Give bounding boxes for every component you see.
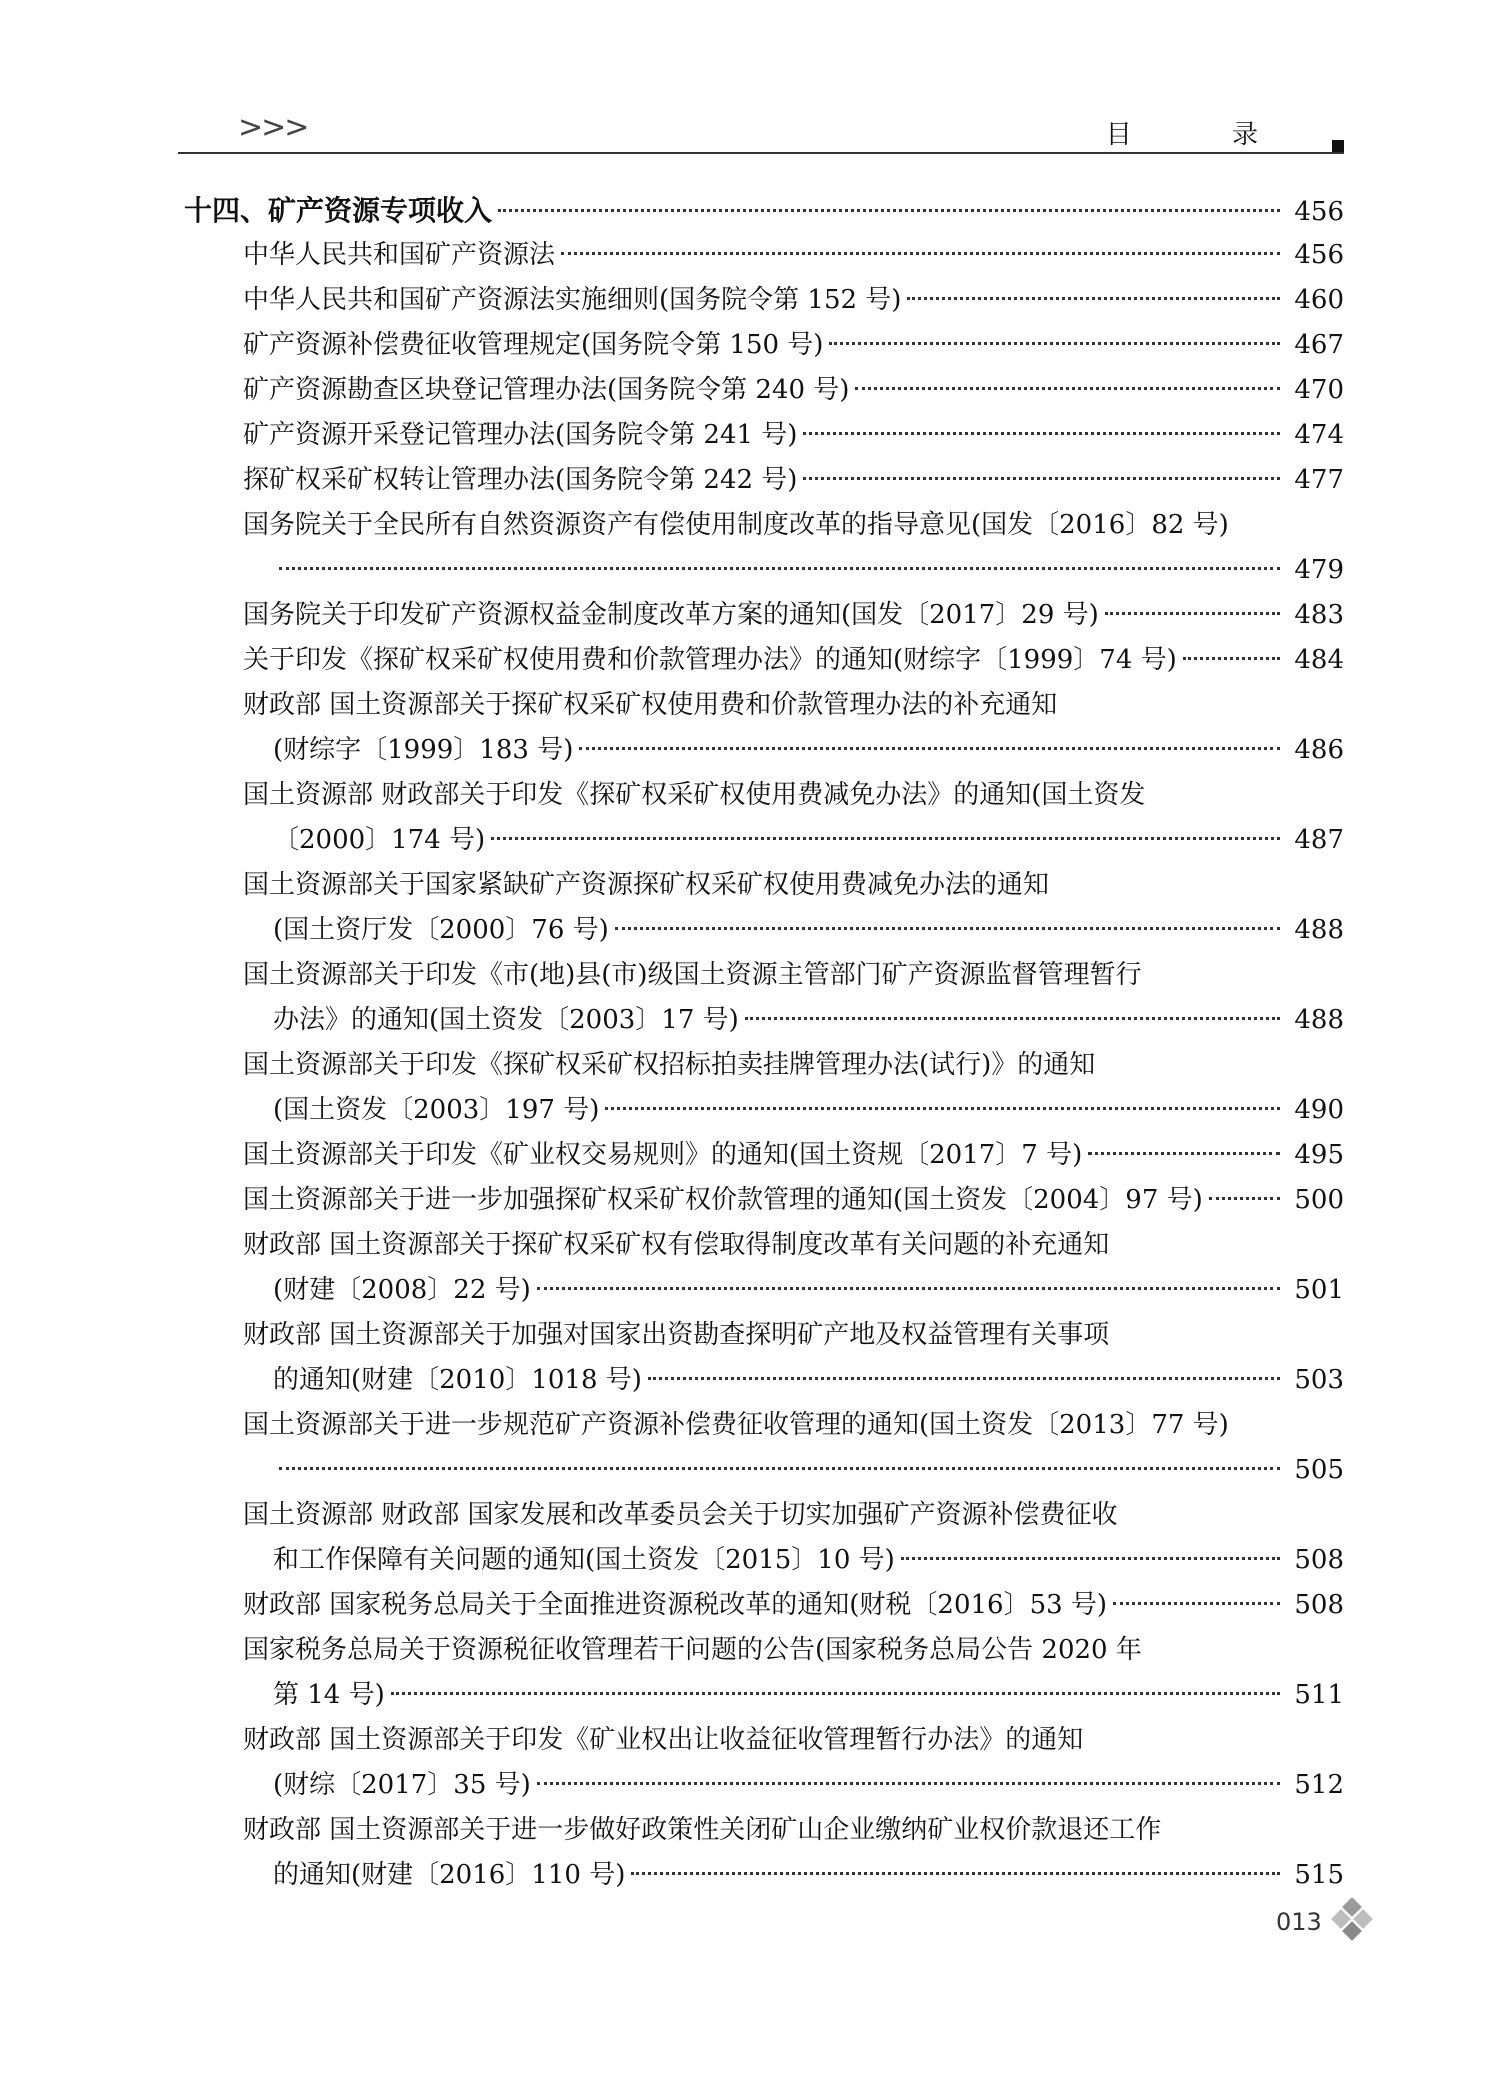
toc-entry-continuation <box>184 818 1344 863</box>
entry-page-number: 495 <box>1294 1140 1344 1170</box>
toc-entry-line <box>184 368 1344 413</box>
entry-text: 国土资源部关于国家紧缺矿产资源探矿权采矿权使用费减免办法的通知 <box>243 870 1050 900</box>
toc-entry-continuation <box>184 908 1344 953</box>
entry-page-number: 512 <box>1294 1770 1344 1800</box>
toc-entry[interactable] <box>184 368 1344 413</box>
entry-text: 的通知(财建〔2016〕110 号) <box>273 1860 626 1890</box>
toc-entry-line <box>184 1133 1344 1178</box>
entry-page-number: 460 <box>1294 285 1344 315</box>
entry-page-number: 501 <box>1294 1275 1344 1305</box>
entry-text: 财政部 国土资源部关于印发《矿业权出让收益征收管理暂行办法》的通知 <box>243 1725 1084 1755</box>
toc-entry-continuation <box>184 998 1344 1043</box>
entry-page-number: 477 <box>1294 465 1344 495</box>
toc-entry[interactable] <box>184 1583 1344 1628</box>
page-footer <box>1276 1898 1376 1958</box>
toc-entry[interactable] <box>184 1628 1344 1718</box>
toc-entry[interactable] <box>184 1133 1344 1178</box>
dot-leader <box>829 342 1280 345</box>
toc-entry[interactable] <box>184 458 1344 503</box>
entry-text: 办法》的通知(国土资发〔2003〕17 号) <box>273 1005 739 1035</box>
toc-entry[interactable] <box>184 1403 1344 1493</box>
entry-text: 矿产资源补偿费征收管理规定(国务院令第 150 号) <box>243 330 824 360</box>
toc-entry-line <box>184 1583 1344 1628</box>
entry-text: 关于印发《探矿权采矿权使用费和价款管理办法》的通知(财综字〔1999〕74 号) <box>243 645 1177 675</box>
toc-entry-line <box>184 1628 1344 1673</box>
toc-entry-line <box>184 1178 1344 1223</box>
entry-page-number: 456 <box>1294 240 1344 270</box>
entry-page-number: 487 <box>1294 825 1344 855</box>
dot-leader <box>491 837 1280 840</box>
entry-text: 国土资源部关于进一步规范矿产资源补偿费征收管理的通知(国土资发〔2013〕77 号) <box>243 1410 1229 1440</box>
toc-entry-line <box>184 503 1344 548</box>
entry-text: 的通知(财建〔2010〕1018 号) <box>273 1365 642 1395</box>
entry-page-number: 500 <box>1294 1185 1344 1215</box>
toc-entry[interactable] <box>184 683 1344 773</box>
toc-entry[interactable] <box>184 503 1344 593</box>
toc-entry-line <box>184 1223 1344 1268</box>
entry-page-number: 470 <box>1294 375 1344 405</box>
entry-text: 第 14 号) <box>273 1680 385 1710</box>
dot-leader <box>561 252 1280 255</box>
toc-entry-continuation <box>184 1448 1344 1493</box>
toc-entry[interactable] <box>184 593 1344 638</box>
entry-page-number: 488 <box>1294 915 1344 945</box>
table-of-contents <box>184 188 1344 1898</box>
dot-leader <box>1113 1602 1280 1605</box>
entry-text: (国土资发〔2003〕197 号) <box>273 1095 600 1125</box>
toc-entry[interactable] <box>184 278 1344 323</box>
dot-leader <box>279 567 1280 570</box>
entry-page-number: 505 <box>1294 1455 1344 1485</box>
page-header <box>178 110 1344 154</box>
entry-text: 财政部 国土资源部关于探矿权采矿权使用费和价款管理办法的补充通知 <box>243 690 1058 720</box>
toc-entry-continuation <box>184 1538 1344 1583</box>
toc-entry-continuation <box>184 1268 1344 1313</box>
entry-text: (国土资厅发〔2000〕76 号) <box>273 915 609 945</box>
entry-text: 国土资源部关于印发《矿业权交易规则》的通知(国土资规〔2017〕7 号) <box>243 1140 1083 1170</box>
entry-page-number: 511 <box>1294 1680 1344 1710</box>
entry-page-number: 467 <box>1294 330 1344 360</box>
dot-leader <box>631 1872 1280 1875</box>
header-rule <box>178 152 1344 154</box>
dot-leader <box>1209 1197 1281 1200</box>
entry-page-number: 486 <box>1294 735 1344 765</box>
entry-text: 国家税务总局关于资源税征收管理若干问题的公告(国家税务总局公告 2020 年 <box>243 1635 1142 1665</box>
toc-entry-continuation <box>184 1853 1344 1898</box>
dot-leader <box>745 1017 1281 1020</box>
entry-text: 和工作保障有关问题的通知(国土资发〔2015〕10 号) <box>273 1545 895 1575</box>
dot-leader <box>1105 612 1281 615</box>
entry-page-number: 479 <box>1294 555 1344 585</box>
toc-entry-line <box>184 1313 1344 1358</box>
dot-leader <box>855 387 1280 390</box>
square-marker-icon <box>1332 140 1344 152</box>
toc-entry-line <box>184 863 1344 908</box>
toc-entry[interactable] <box>184 1178 1344 1223</box>
dot-leader <box>537 1287 1281 1290</box>
dot-leader <box>907 297 1280 300</box>
toc-entry-continuation <box>184 1088 1344 1133</box>
toc-entry-line <box>184 278 1344 323</box>
entry-text: 财政部 国土资源部关于加强对国家出资勘查探明矿产地及权益管理有关事项 <box>243 1320 1110 1350</box>
toc-entry-line <box>184 953 1344 998</box>
entry-text: 国务院关于印发矿产资源权益金制度改革方案的通知(国发〔2017〕29 号) <box>243 600 1099 630</box>
toc-entry-continuation <box>184 1673 1344 1718</box>
page-number: 013 <box>1276 1908 1322 1936</box>
dot-leader <box>1088 1152 1280 1155</box>
entry-text: 探矿权采矿权转让管理办法(国务院令第 242 号) <box>243 465 798 495</box>
toc-entry-continuation <box>184 728 1344 773</box>
toc-entry-line <box>184 1403 1344 1448</box>
toc-entry-line <box>184 413 1344 458</box>
entry-text: 国土资源部关于进一步加强探矿权采矿权价款管理的通知(国土资发〔2004〕97 号) <box>243 1185 1203 1215</box>
entry-text: 财政部 国土资源部关于探矿权采矿权有偿取得制度改革有关问题的补充通知 <box>243 1230 1110 1260</box>
entry-page-number: 484 <box>1294 645 1344 675</box>
diamond-cluster-icon <box>1330 1898 1376 1944</box>
toc-entry-line <box>184 323 1344 368</box>
toc-entry-line <box>184 1043 1344 1088</box>
dot-leader <box>391 1692 1281 1695</box>
toc-entry[interactable] <box>184 1223 1344 1313</box>
entry-text: 国土资源部关于印发《探矿权采矿权招标拍卖挂牌管理办法(试行)》的通知 <box>243 1050 1096 1080</box>
entry-page-number: 508 <box>1294 1590 1344 1620</box>
toc-entry[interactable] <box>184 323 1344 368</box>
toc-entry[interactable] <box>184 1313 1344 1403</box>
dot-leader <box>579 747 1280 750</box>
entry-text: (财建〔2008〕22 号) <box>273 1275 531 1305</box>
section-page-number: 456 <box>1294 197 1344 227</box>
section-title: 十四、矿产资源专项收入 <box>184 194 493 227</box>
toc-entry[interactable] <box>184 233 1344 278</box>
entry-text: 国务院关于全民所有自然资源资产有偿使用制度改革的指导意见(国发〔2016〕82 号) <box>243 510 1229 540</box>
entry-page-number: 515 <box>1294 1860 1344 1890</box>
toc-entry-line <box>184 1808 1344 1853</box>
toc-entry-line <box>184 1493 1344 1538</box>
dot-leader <box>901 1557 1281 1560</box>
dot-leader <box>605 1107 1280 1110</box>
toc-entry-line <box>184 683 1344 728</box>
toc-entry-continuation <box>184 1763 1344 1808</box>
dot-leader <box>615 927 1281 930</box>
toc-entries <box>184 233 1344 1898</box>
dot-leader <box>498 209 1280 212</box>
entry-text: 中华人民共和国矿产资源法实施细则(国务院令第 152 号) <box>243 285 902 315</box>
entry-text: 财政部 国家税务总局关于全面推进资源税改革的通知(财税〔2016〕53 号) <box>243 1590 1108 1620</box>
toc-entry-line <box>184 1718 1344 1763</box>
toc-entry[interactable] <box>184 773 1344 863</box>
toc-section-heading[interactable] <box>184 188 1344 233</box>
toc-entry-continuation <box>184 548 1344 593</box>
entry-page-number: 490 <box>1294 1095 1344 1125</box>
toc-entry[interactable] <box>184 1493 1344 1583</box>
dot-leader <box>1183 657 1281 660</box>
dot-leader <box>803 477 1280 480</box>
entry-page-number: 503 <box>1294 1365 1344 1395</box>
entry-text: 矿产资源勘查区块登记管理办法(国务院令第 240 号) <box>243 375 850 405</box>
header-title: 目 录 <box>1105 120 1304 150</box>
entry-text: 财政部 国土资源部关于进一步做好政策性关闭矿山企业缴纳矿业权价款退还工作 <box>243 1815 1162 1845</box>
toc-entry-line <box>184 593 1344 638</box>
toc-entry[interactable] <box>184 638 1344 683</box>
dot-leader <box>803 432 1280 435</box>
entry-page-number: 483 <box>1294 600 1344 630</box>
dot-leader <box>648 1377 1280 1380</box>
toc-entry[interactable] <box>184 953 1344 1043</box>
toc-entry[interactable] <box>184 1718 1344 1808</box>
entry-text: 矿产资源开采登记管理办法(国务院令第 241 号) <box>243 420 798 450</box>
dot-leader <box>537 1782 1281 1785</box>
entry-page-number: 488 <box>1294 1005 1344 1035</box>
entry-text: (财综字〔1999〕183 号) <box>273 735 574 765</box>
chevrons-decoration: >>> <box>238 110 308 145</box>
entry-text: (财综〔2017〕35 号) <box>273 1770 531 1800</box>
entry-text: 国土资源部 财政部关于印发《探矿权采矿权使用费减免办法》的通知(国土资发 <box>243 780 1146 810</box>
entry-text: 国土资源部关于印发《市(地)县(市)级国土资源主管部门矿产资源监督管理暂行 <box>243 960 1142 990</box>
toc-entry-line <box>184 458 1344 503</box>
toc-entry[interactable] <box>184 1043 1344 1133</box>
toc-entry[interactable] <box>184 863 1344 953</box>
entry-text: 〔2000〕174 号) <box>273 825 486 855</box>
toc-entry-line <box>184 773 1344 818</box>
toc-entry-line <box>184 233 1344 278</box>
entry-page-number: 474 <box>1294 420 1344 450</box>
dot-leader <box>279 1467 1280 1470</box>
toc-entry-continuation <box>184 1358 1344 1403</box>
entry-text: 国土资源部 财政部 国家发展和改革委员会关于切实加强矿产资源补偿费征收 <box>243 1500 1118 1530</box>
entry-page-number: 508 <box>1294 1545 1344 1575</box>
toc-entry[interactable] <box>184 413 1344 458</box>
entry-text: 中华人民共和国矿产资源法 <box>243 240 556 270</box>
toc-entry[interactable] <box>184 1808 1344 1898</box>
toc-entry-line <box>184 638 1344 683</box>
